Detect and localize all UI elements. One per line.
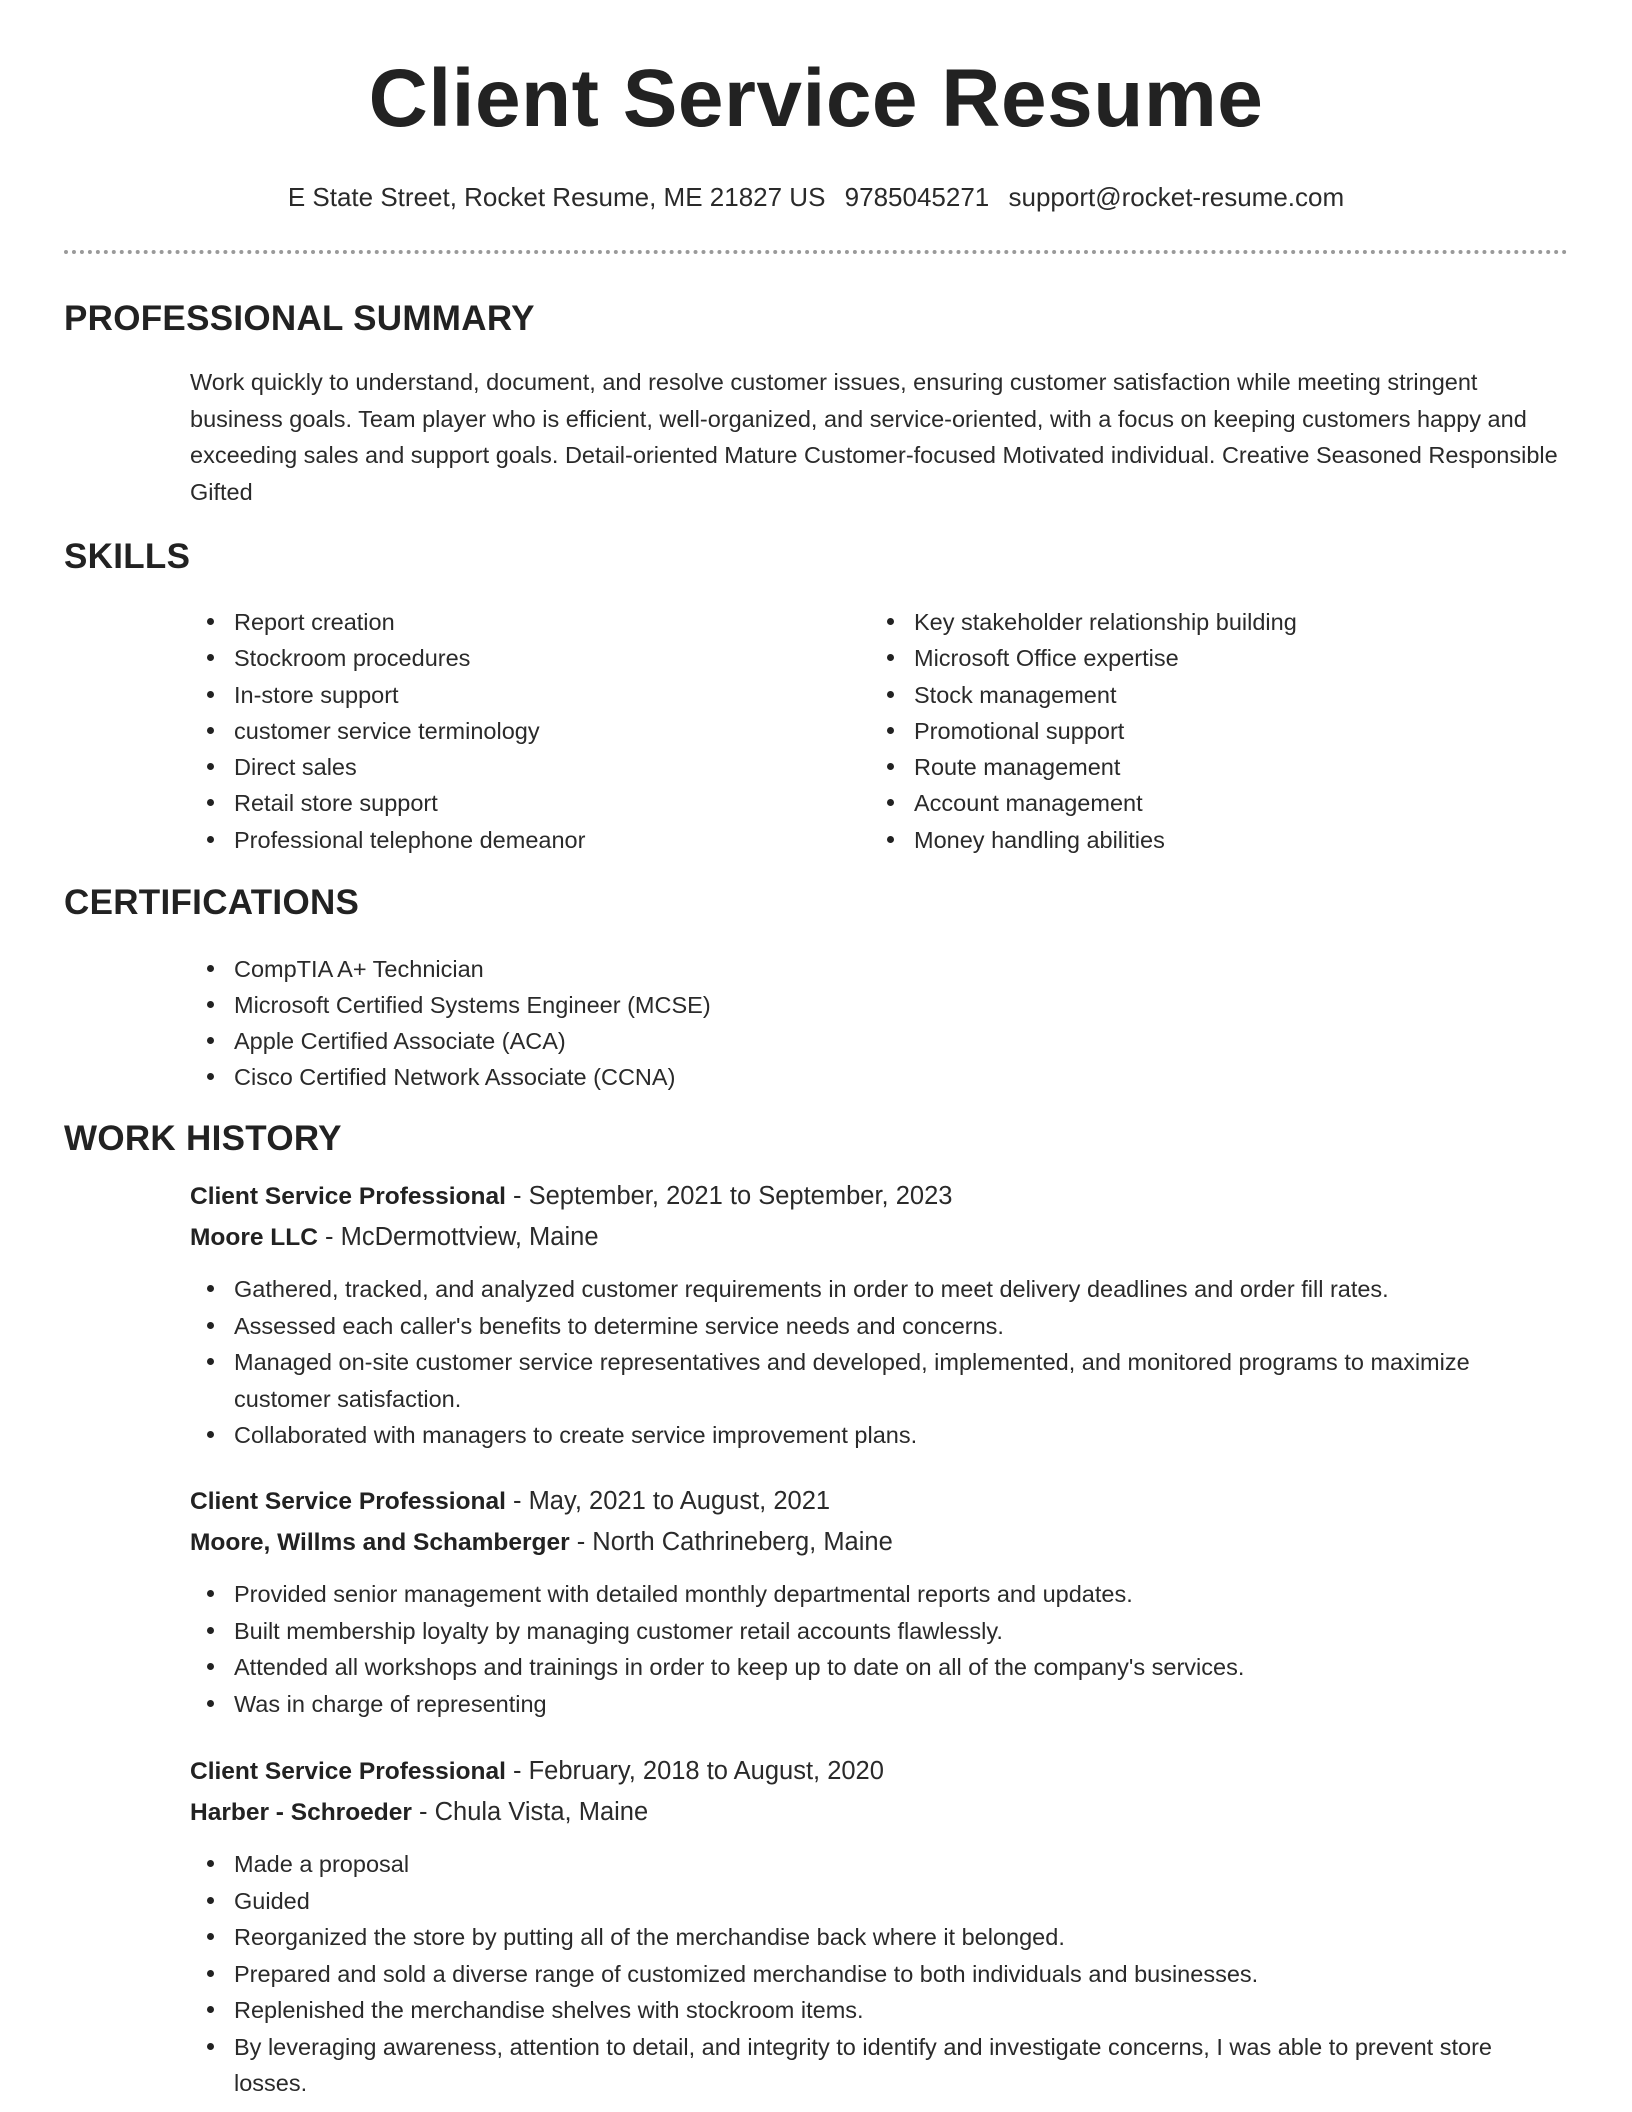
certification-item: Microsoft Certified Systems Engineer (MCSE) <box>234 987 711 1023</box>
certifications-block <box>190 951 711 1095</box>
job-role: Client Service Professional <box>190 1183 506 1210</box>
certifications-heading: CERTIFICATIONS <box>64 883 360 922</box>
job-dates: - February, 2018 to August, 2020 <box>505 1757 884 1785</box>
skill-item: Stockroom procedures <box>234 640 585 676</box>
skill-item: Report creation <box>234 604 585 640</box>
skill-item: Direct sales <box>234 749 585 785</box>
job-duty: Provided senior management with detailed monthly departmental reports and updates. <box>234 1576 1568 1613</box>
contact-email: support@rocket-resume.com <box>1008 182 1345 212</box>
work-history-heading: WORK HISTORY <box>64 1119 342 1158</box>
job-company: Moore, Willms and Schamberger <box>190 1529 570 1556</box>
skill-item: In-store support <box>234 677 585 713</box>
job-location: - North Cathrineberg, Maine <box>569 1528 893 1556</box>
job-duty: Built membership loyalty by managing customer retail accounts flawlessly. <box>234 1613 1568 1650</box>
job-role: Client Service Professional <box>190 1488 506 1515</box>
skill-item: Microsoft Office expertise <box>914 640 1297 676</box>
job-duty: Made a proposal <box>234 1846 1568 1883</box>
job-entry <box>190 1176 1568 1454</box>
skills-list-right <box>870 604 1297 858</box>
job-title-line <box>190 1481 1568 1522</box>
job-location: - McDermottview, Maine <box>317 1223 599 1251</box>
job-dates: - May, 2021 to August, 2021 <box>505 1487 831 1515</box>
job-duty: Assessed each caller's benefits to determine service needs and concerns. <box>234 1308 1568 1345</box>
job-duty: Guided <box>234 1883 1568 1920</box>
job-duties <box>190 1846 1568 2102</box>
job-duty: Collaborated with managers to create service improvement plans. <box>234 1417 1568 1454</box>
skill-item: Stock management <box>914 677 1297 713</box>
skill-item: customer service terminology <box>234 713 585 749</box>
job-company-line <box>190 1217 1568 1258</box>
job-duty: By leveraging awareness, attention to detail, and integrity to identify and investigate concerns, I was able to prevent store losses. <box>234 2029 1568 2102</box>
skill-item: Promotional support <box>914 713 1297 749</box>
skill-item: Account management <box>914 785 1297 821</box>
skills-column-left <box>190 604 585 858</box>
skills-column-right <box>870 604 1297 858</box>
job-duty: Reorganized the store by putting all of the merchandise back where it belonged. <box>234 1919 1568 1956</box>
contact-address: E State Street, Rocket Resume, ME 21827 US <box>287 182 826 212</box>
job-duty: Replenished the merchandise shelves with stockroom items. <box>234 1992 1568 2029</box>
job-duties <box>190 1576 1568 1722</box>
job-location: - Chula Vista, Maine <box>411 1798 649 1826</box>
job-title-line <box>190 1751 1568 1792</box>
job-duty: Prepared and sold a diverse range of customized merchandise to both individuals and businesses. <box>234 1956 1568 1993</box>
job-duty: Managed on-site customer service representatives and developed, implemented, and monitored programs to maximize customer satisfaction. <box>234 1344 1568 1417</box>
job-duty: Attended all workshops and trainings in order to keep up to date on all of the company's services. <box>234 1649 1568 1686</box>
contact-line <box>64 182 1568 213</box>
certification-item: Cisco Certified Network Associate (CCNA) <box>234 1059 711 1095</box>
job-company: Harber - Schroeder <box>190 1799 412 1826</box>
certification-item: CompTIA A+ Technician <box>234 951 711 987</box>
skill-item: Route management <box>914 749 1297 785</box>
job-duty: Was in charge of representing <box>234 1686 1568 1723</box>
resume-name: Client Service Resume <box>368 53 1264 144</box>
job-duty: Gathered, tracked, and analyzed customer requirements in order to meet delivery deadlines and order fill rates. <box>234 1271 1568 1308</box>
certification-item: Apple Certified Associate (ACA) <box>234 1023 711 1059</box>
job-company-line <box>190 1792 1568 1833</box>
job-company: Moore LLC <box>190 1224 318 1251</box>
contact-phone: 9785045271 <box>844 182 990 212</box>
skills-list-left <box>190 604 585 858</box>
skill-item: Retail store support <box>234 785 585 821</box>
job-entry <box>190 1481 1568 1722</box>
job-title-line <box>190 1176 1568 1217</box>
job-dates: - September, 2021 to September, 2023 <box>505 1182 953 1210</box>
job-company-line <box>190 1522 1568 1563</box>
skill-item: Key stakeholder relationship building <box>914 604 1297 640</box>
certifications-list <box>190 951 711 1095</box>
summary-heading: PROFESSIONAL SUMMARY <box>64 299 535 338</box>
job-duties <box>190 1271 1568 1454</box>
summary-text: Work quickly to understand, document, and resolve customer issues, ensuring customer satisfaction while meeting stringent business goals. Team player who is efficient, well-organized, and service-oriented, with a focus on keeping customers happy and exceeding sales and support goals. Detail-oriented Mature Customer-focused Motivated individual. Creative Seasoned Responsible Gifted <box>190 369 1558 505</box>
skill-item: Money handling abilities <box>914 822 1297 858</box>
skill-item: Professional telephone demeanor <box>234 822 585 858</box>
skills-heading: SKILLS <box>64 537 191 576</box>
job-role: Client Service Professional <box>190 1758 506 1785</box>
header-divider <box>64 250 1568 254</box>
job-entry <box>190 1751 1568 2102</box>
